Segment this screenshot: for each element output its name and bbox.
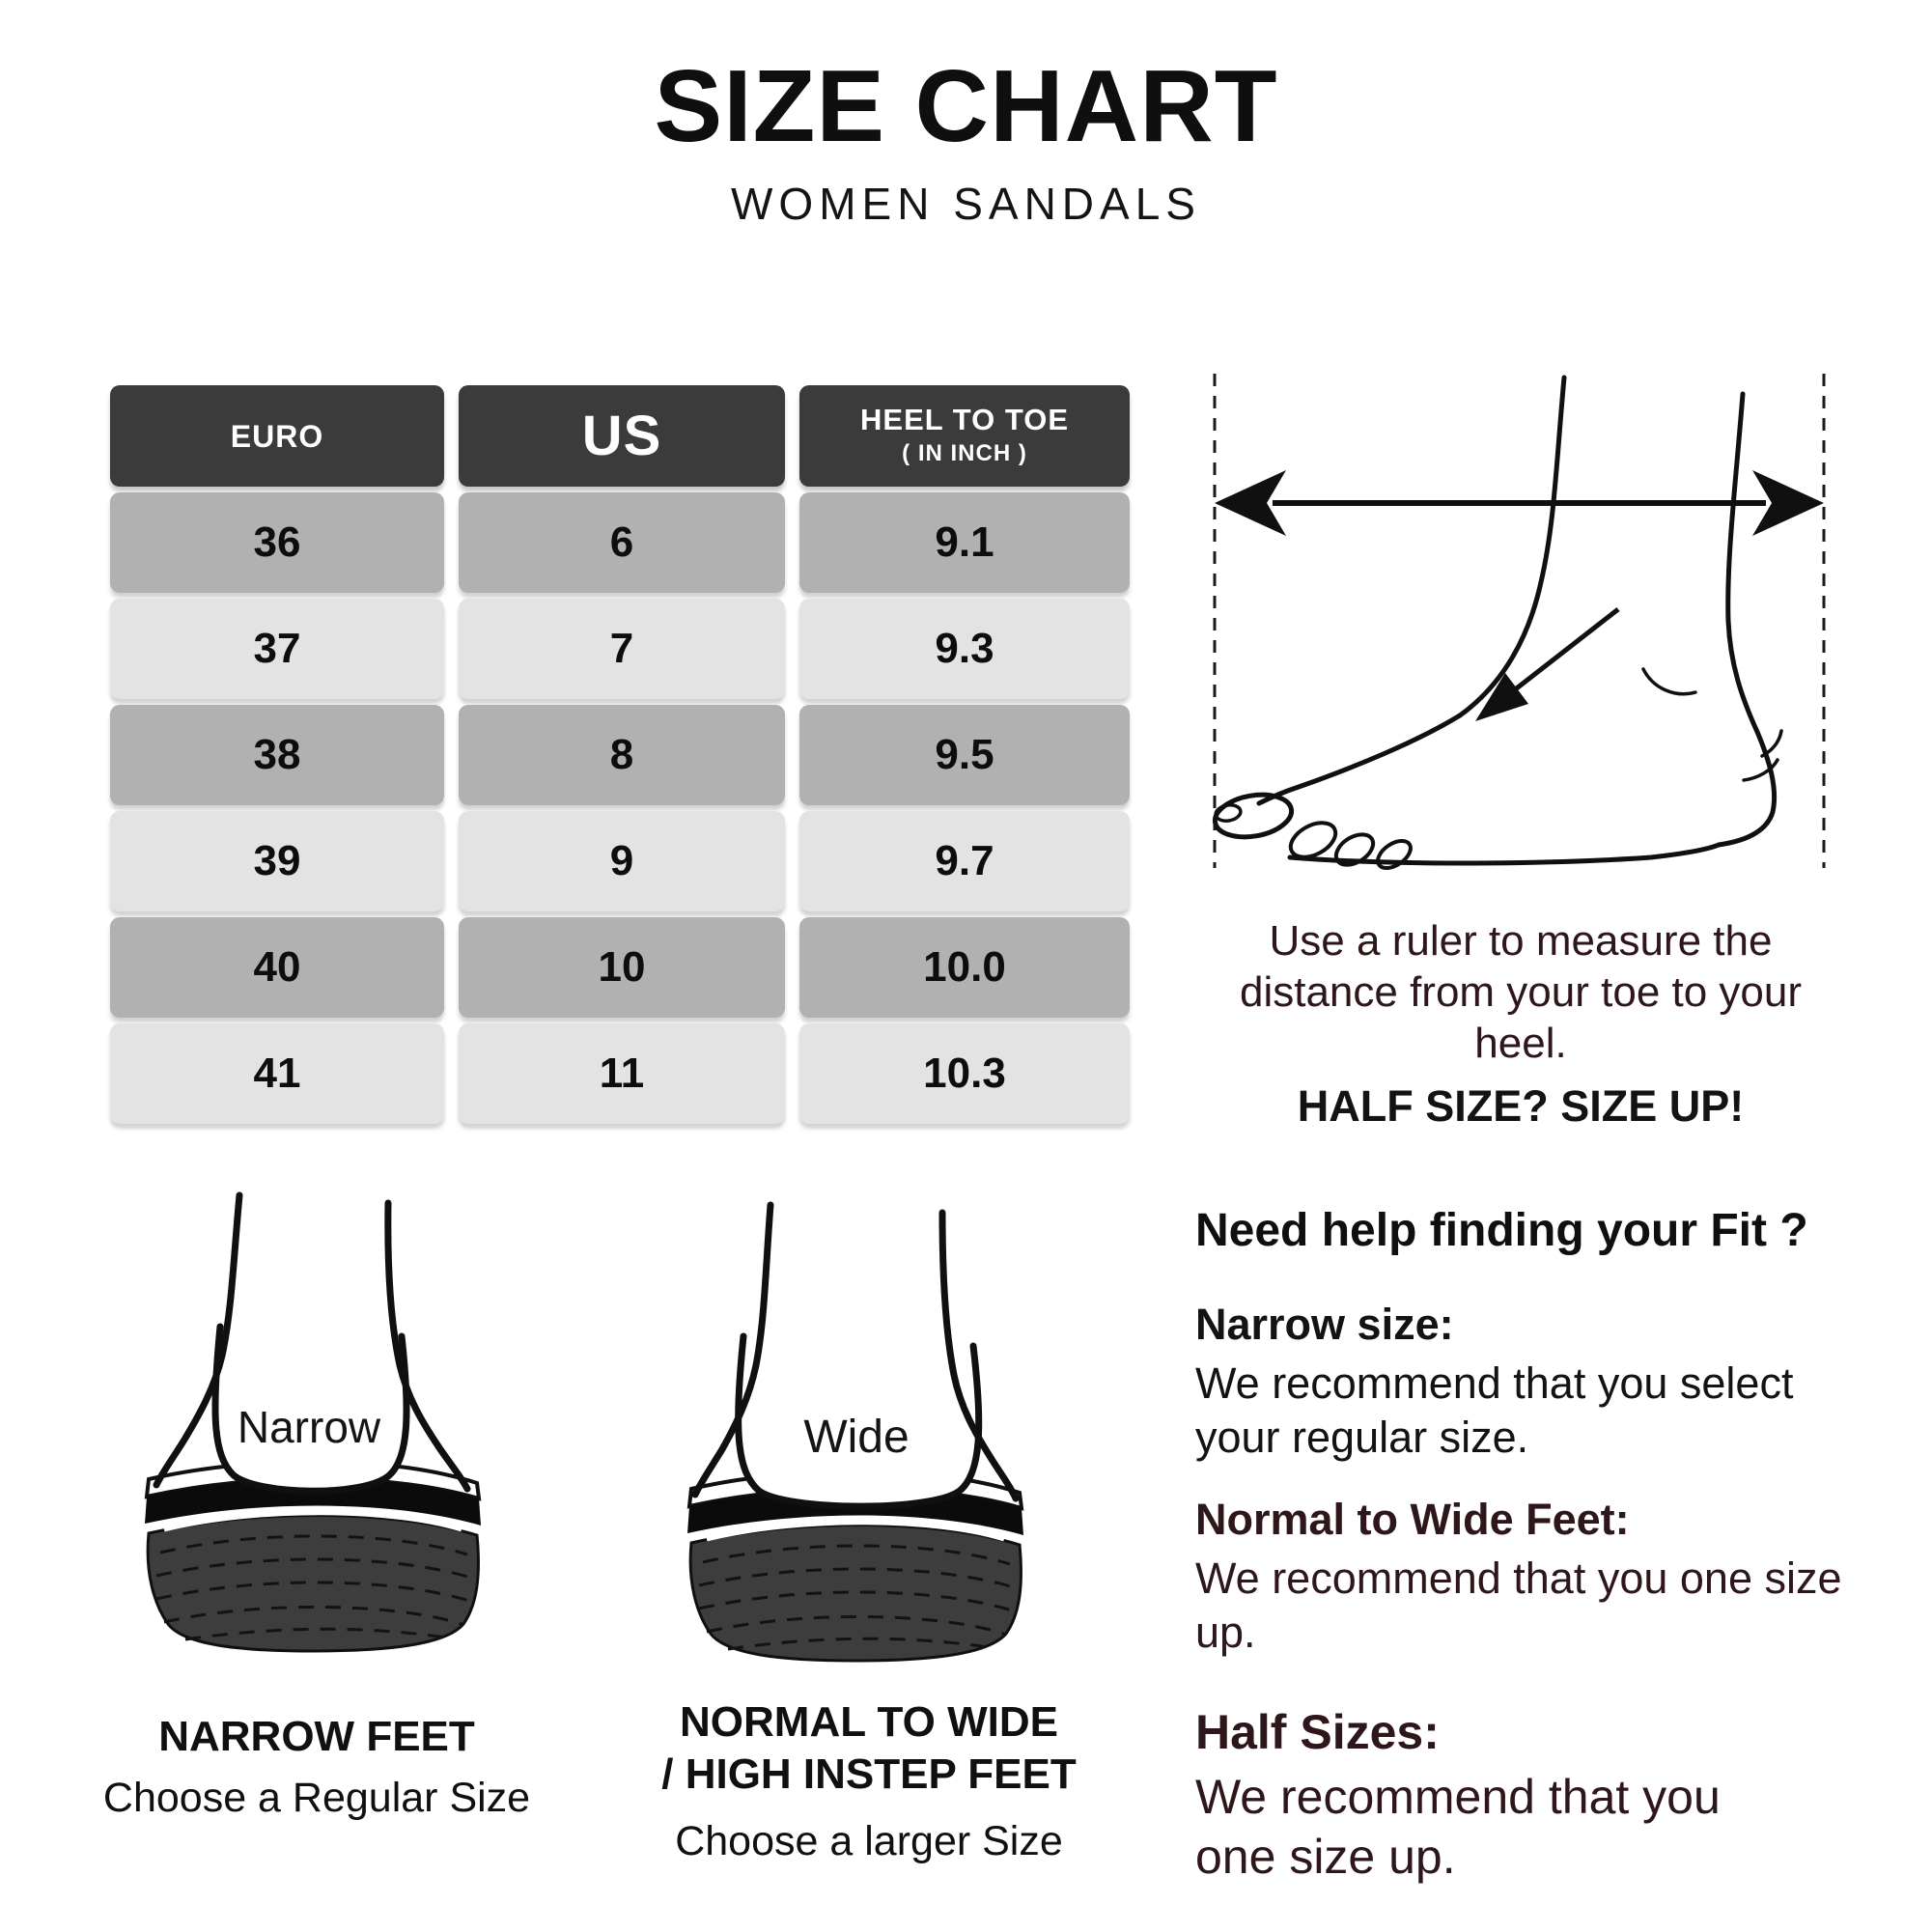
column-header-label: EURO <box>230 418 324 454</box>
column-header-heel-to-toe <box>799 385 1130 487</box>
size-table <box>110 385 1130 1124</box>
size-cell-euro: 40 <box>110 917 444 1018</box>
size-cell-inch: 10.3 <box>799 1023 1130 1124</box>
fit-section-text: up. <box>1195 1608 1256 1657</box>
instep-arrow <box>1475 609 1618 721</box>
measure-instruction-line: heel. <box>1474 1020 1567 1067</box>
fit-section-text: We recommend that you select <box>1195 1358 1794 1408</box>
measure-instruction-line: Use a ruler to measure the <box>1269 917 1773 965</box>
page-title: SIZE CHART <box>654 49 1278 163</box>
page-subtitle: WOMEN SANDALS <box>731 179 1201 229</box>
fit-help-panel <box>1195 1204 1871 1916</box>
fit-section-label: Half Sizes: <box>1195 1705 1440 1759</box>
size-cell-us: 6 <box>459 492 785 593</box>
fit-section-text: your regular size. <box>1195 1413 1529 1462</box>
narrow-foot-advice: Choose a Regular Size <box>102 1775 531 1821</box>
fit-section-label: Normal to Wide Feet: <box>1195 1495 1630 1544</box>
column-header-label: HEEL TO TOE <box>860 403 1069 436</box>
size-cell-inch: 9.3 <box>799 599 1130 699</box>
fit-help-heading: Need help finding your Fit ? <box>1195 1205 1808 1256</box>
size-cell-euro: 41 <box>110 1023 444 1124</box>
fit-section-label: Narrow size: <box>1195 1300 1454 1349</box>
size-cell-us: 11 <box>459 1023 785 1124</box>
fit-section-text: We recommend that you <box>1195 1770 1721 1824</box>
wide-label: Wide <box>803 1412 910 1463</box>
narrow-label: Narrow <box>237 1402 381 1452</box>
fit-section-half-sizes <box>1195 1703 1871 1887</box>
narrow-foot-title: NARROW FEET <box>158 1713 475 1760</box>
wide-foot-illustration <box>657 1199 1081 1701</box>
size-cell-us: 8 <box>459 705 785 805</box>
size-cell-inch: 9.7 <box>799 811 1130 911</box>
column-header-label: US <box>581 404 662 467</box>
size-cell-euro: 39 <box>110 811 444 911</box>
size-cell-euro: 36 <box>110 492 444 593</box>
narrow-foot-caption <box>90 1711 544 1823</box>
column-header-us <box>459 385 785 487</box>
fit-section-text: We recommend that you one size <box>1195 1554 1842 1603</box>
size-cell-euro: 37 <box>110 599 444 699</box>
half-size-tip: HALF SIZE? SIZE UP! <box>1297 1081 1745 1131</box>
size-cell-inch: 9.1 <box>799 492 1130 593</box>
wide-foot-title-line2: / HIGH INSTEP FEET <box>661 1750 1077 1798</box>
measure-instruction-line: distance from your toe to your <box>1239 968 1803 1016</box>
fit-section-normal-wide <box>1195 1494 1871 1660</box>
narrow-foot-illustration <box>114 1190 539 1692</box>
wide-foot-caption <box>637 1696 1101 1866</box>
column-header-euro <box>110 385 444 487</box>
wide-foot-advice: Choose a larger Size <box>675 1818 1063 1864</box>
fit-section-narrow <box>1195 1299 1871 1465</box>
size-cell-us: 10 <box>459 917 785 1018</box>
foot-measure-diagram <box>1197 370 1839 872</box>
size-cell-us: 7 <box>459 599 785 699</box>
column-header-sublabel: ( IN INCH ) <box>902 440 1027 466</box>
measure-guide-lines <box>1215 374 1824 868</box>
size-cell-euro: 38 <box>110 705 444 805</box>
fit-section-text: one size up. <box>1195 1830 1456 1884</box>
size-cell-inch: 9.5 <box>799 705 1130 805</box>
measure-instructions <box>1197 915 1844 1132</box>
wide-foot-title-line1: NORMAL TO WIDE <box>680 1698 1058 1746</box>
size-cell-inch: 10.0 <box>799 917 1130 1018</box>
size-cell-us: 9 <box>459 811 785 911</box>
foot-outline <box>1212 378 1781 872</box>
